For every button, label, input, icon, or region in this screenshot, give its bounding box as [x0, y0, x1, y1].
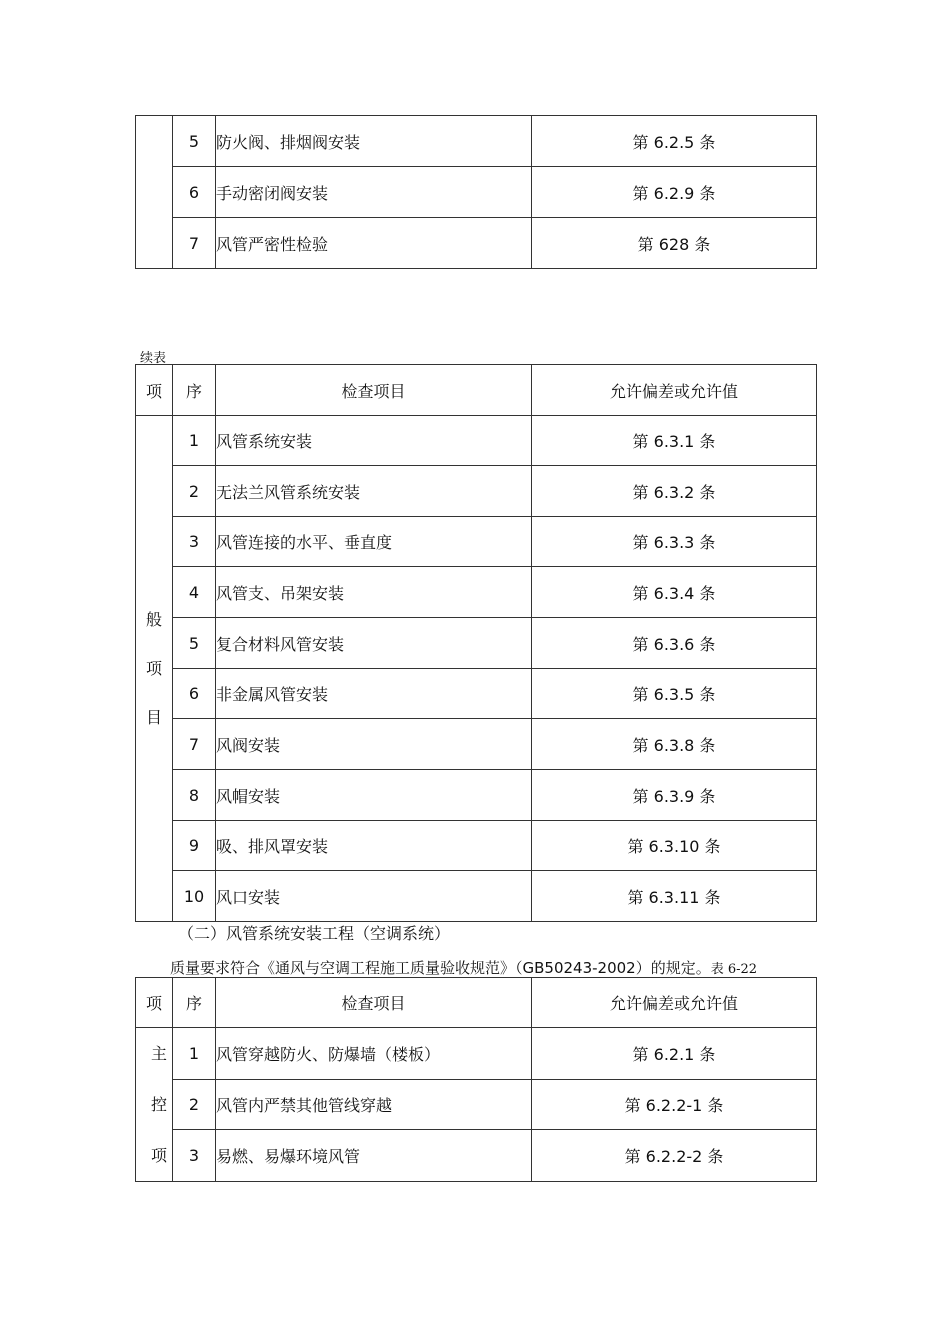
row-number: 6 — [173, 669, 216, 719]
table-header-row — [136, 978, 817, 1028]
group-cell — [136, 116, 173, 269]
table-row — [136, 567, 817, 618]
check-item: 易燃、易爆环境风管 — [216, 1130, 532, 1182]
group-cell — [136, 416, 173, 922]
group-char: 般 — [145, 610, 162, 629]
check-item: 风口安装 — [216, 871, 532, 922]
row-number: 6 — [173, 167, 216, 218]
allowed-value: 第 6.2.1 条 — [532, 1028, 817, 1080]
table-main-control-continued — [135, 115, 817, 269]
check-item: 防火阀、排烟阀安装 — [216, 116, 532, 167]
header-category: 项 — [136, 365, 173, 416]
header-check-item: 检查项目 — [216, 978, 532, 1028]
check-item: 风阀安装 — [216, 719, 532, 770]
row-number: 5 — [173, 116, 216, 167]
table-general-items — [135, 364, 817, 922]
allowed-value: 第 6.3.4 条 — [532, 567, 817, 618]
allowed-value: 第 6.3.2 条 — [532, 466, 817, 517]
allowed-value: 第 6.2.9 条 — [532, 167, 817, 218]
allowed-value: 第 6.3.6 条 — [532, 618, 817, 669]
table-row — [136, 1028, 817, 1080]
group-char: 项 — [145, 659, 162, 678]
table-row — [136, 416, 817, 466]
continued-label: 续表 — [140, 351, 167, 366]
table-main-control-items — [135, 977, 817, 1182]
allowed-value: 第 6.2.2-2 条 — [532, 1130, 817, 1182]
table-row — [136, 1130, 817, 1182]
row-number: 3 — [173, 1130, 216, 1182]
row-number: 5 — [173, 618, 216, 669]
row-number: 2 — [173, 466, 216, 517]
header-category: 项 — [136, 978, 173, 1028]
table-row — [136, 167, 817, 218]
requirement-line — [170, 957, 757, 978]
allowed-value: 第 6.3.9 条 — [532, 770, 817, 821]
allowed-value: 第 6.2.5 条 — [532, 116, 817, 167]
header-sequence: 序 — [173, 365, 216, 416]
allowed-value: 第 6.3.11 条 — [532, 871, 817, 922]
row-number: 7 — [173, 218, 216, 269]
row-number: 10 — [173, 871, 216, 922]
table-row — [136, 466, 817, 517]
header-allowed-value: 允许偏差或允许值 — [532, 365, 817, 416]
check-item: 非金属风管安装 — [216, 669, 532, 719]
check-item: 吸、排风罩安装 — [216, 821, 532, 871]
check-item: 风管支、吊架安装 — [216, 567, 532, 618]
section-heading: （二）风管系统安装工程（空调系统） — [178, 924, 451, 943]
table-row — [136, 719, 817, 770]
check-item: 手动密闭阀安装 — [216, 167, 532, 218]
table-header-row — [136, 365, 817, 416]
allowed-value: 第 6.3.8 条 — [532, 719, 817, 770]
row-number: 7 — [173, 719, 216, 770]
allowed-value: 第 6.3.5 条 — [532, 669, 817, 719]
allowed-value: 第 6.2.2-1 条 — [532, 1079, 817, 1130]
group-char: 项 — [150, 1146, 167, 1165]
header-check-item: 检查项目 — [216, 365, 532, 416]
row-number: 1 — [173, 416, 216, 466]
table-row — [136, 871, 817, 922]
group-char: 控 — [150, 1095, 167, 1114]
row-number: 2 — [173, 1079, 216, 1130]
group-cell — [136, 1028, 173, 1182]
check-item: 复合材料风管安装 — [216, 618, 532, 669]
header-allowed-value: 允许偏差或允许值 — [532, 978, 817, 1028]
check-item: 风管连接的水平、垂直度 — [216, 517, 532, 567]
allowed-value: 第 6.3.10 条 — [532, 821, 817, 871]
table-row — [136, 517, 817, 567]
table-row — [136, 669, 817, 719]
check-item: 风管穿越防火、防爆墙（楼板） — [216, 1028, 532, 1080]
check-item: 风管严密性检验 — [216, 218, 532, 269]
table-reference: 表 6-22 — [710, 962, 758, 977]
allowed-value: 第 6.3.1 条 — [532, 416, 817, 466]
table-row — [136, 218, 817, 269]
check-item: 无法兰风管系统安装 — [216, 466, 532, 517]
check-item: 风管系统安装 — [216, 416, 532, 466]
table-row — [136, 1079, 817, 1130]
table-row — [136, 116, 817, 167]
header-sequence: 序 — [173, 978, 216, 1028]
group-char: 主 — [150, 1044, 167, 1063]
row-number: 8 — [173, 770, 216, 821]
allowed-value: 第 628 条 — [532, 218, 817, 269]
row-number: 3 — [173, 517, 216, 567]
row-number: 1 — [173, 1028, 216, 1080]
table-row — [136, 618, 817, 669]
row-number: 4 — [173, 567, 216, 618]
table-row — [136, 821, 817, 871]
requirement-text: 质量要求符合《通风与空调工程施工质量验收规范》（GB50243-2002）的规定。 — [170, 959, 711, 977]
check-item: 风管内严禁其他管线穿越 — [216, 1079, 532, 1130]
check-item: 风帽安装 — [216, 770, 532, 821]
allowed-value: 第 6.3.3 条 — [532, 517, 817, 567]
group-char: 目 — [145, 708, 162, 727]
row-number: 9 — [173, 821, 216, 871]
table-row — [136, 770, 817, 821]
